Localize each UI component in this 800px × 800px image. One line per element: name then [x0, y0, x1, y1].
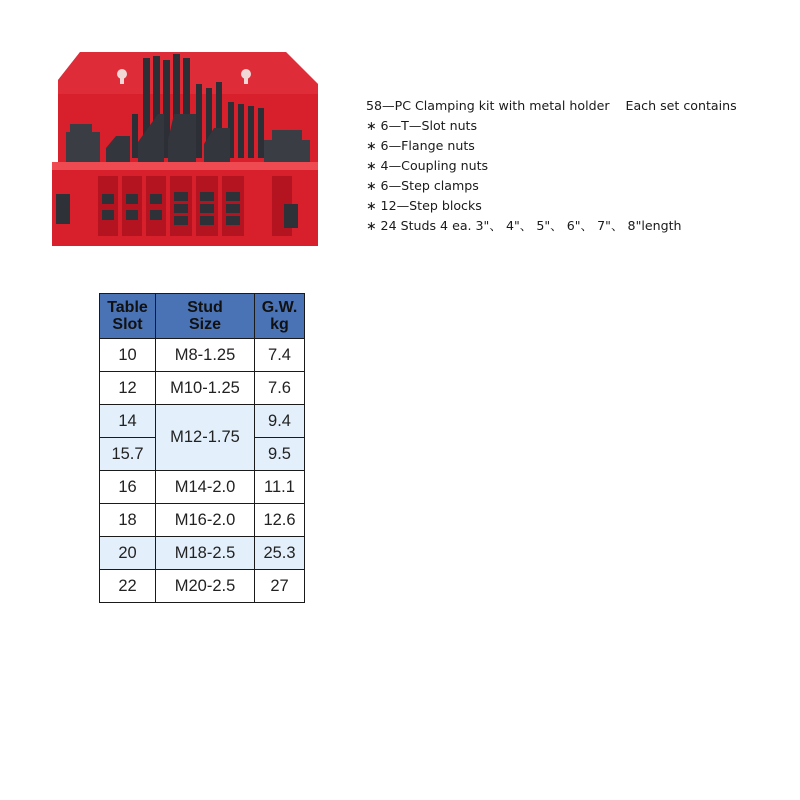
table-row — [100, 537, 305, 570]
stud-cell: M10-1.25 — [156, 372, 255, 405]
contents-item: ∗ 4—Coupling nuts — [366, 158, 489, 173]
stud-cell: M8-1.25 — [156, 339, 255, 372]
stud-cell: M16-2.0 — [156, 504, 255, 537]
table-header-row — [100, 294, 305, 339]
header-gw-kg: G.W. kg — [255, 294, 305, 339]
stud-cell: M12-1.75 — [156, 405, 255, 471]
slot-cell: 14 — [100, 405, 156, 438]
table-row — [100, 570, 305, 603]
gw-cell: 9.5 — [255, 438, 305, 471]
table-row — [100, 504, 305, 537]
gw-cell: 11.1 — [255, 471, 305, 504]
slot-cell: 15.7 — [100, 438, 156, 471]
gw-cell: 27 — [255, 570, 305, 603]
table-row — [100, 471, 305, 504]
gw-cell: 7.4 — [255, 339, 305, 372]
slot-cell: 10 — [100, 339, 156, 372]
contents-item: ∗ 6—T—Slot nuts — [366, 118, 478, 133]
product-description — [366, 96, 786, 236]
table-row — [100, 339, 305, 372]
contents-item: ∗ 12—Step blocks — [366, 198, 482, 213]
contents-item: ∗ 6—Flange nuts — [366, 138, 475, 153]
description-title: 58—PC Clamping kit with metal holder Each set contains — [366, 98, 737, 113]
table-row — [100, 405, 305, 438]
header-stud-size: Stud Size — [156, 294, 255, 339]
stud-cell: M20-2.5 — [156, 570, 255, 603]
gw-cell: 25.3 — [255, 537, 305, 570]
table-row — [100, 372, 305, 405]
gw-cell: 7.6 — [255, 372, 305, 405]
stud-cell: M14-2.0 — [156, 471, 255, 504]
clamping-kit-photo — [46, 44, 324, 256]
contents-item: ∗ 6—Step clamps — [366, 178, 479, 193]
header-table-slot: Table Slot — [100, 294, 156, 339]
slot-cell: 16 — [100, 471, 156, 504]
contents-item: ∗ 24 Studs 4 ea. 3"、 4"、 5"、 6"、 7"、 8"length — [366, 218, 682, 233]
slot-cell: 12 — [100, 372, 156, 405]
gw-cell: 9.4 — [255, 405, 305, 438]
slot-cell: 18 — [100, 504, 156, 537]
slot-cell: 20 — [100, 537, 156, 570]
gw-cell: 12.6 — [255, 504, 305, 537]
stud-cell: M18-2.5 — [156, 537, 255, 570]
slot-cell: 22 — [100, 570, 156, 603]
spec-table — [99, 293, 305, 603]
